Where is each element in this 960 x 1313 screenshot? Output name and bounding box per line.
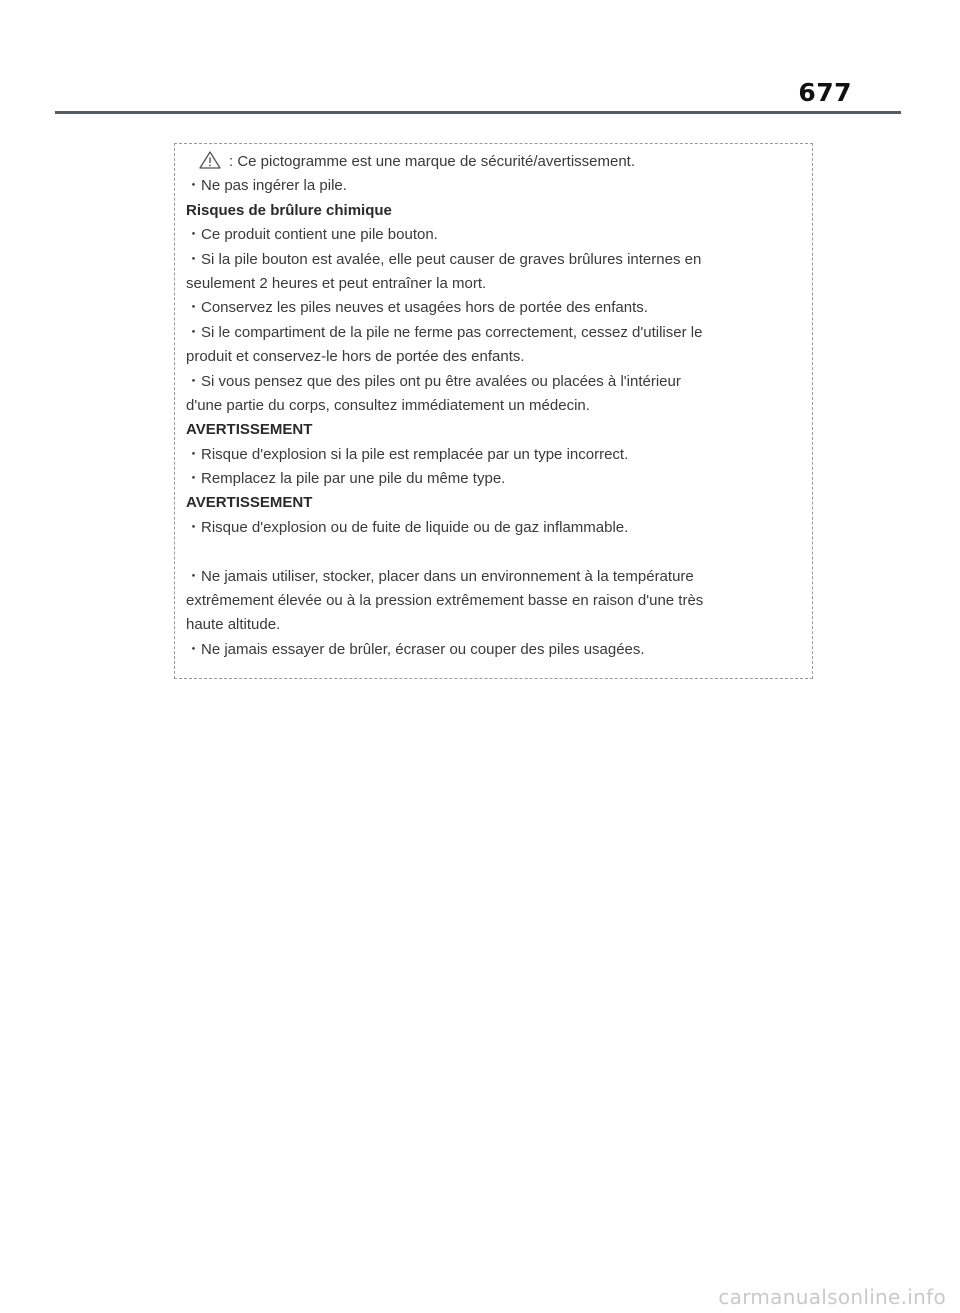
notice-line: ・Si le compartiment de la pile ne ferme pas correctement, cessez d'utiliser le <box>186 323 703 341</box>
notice-line: ・Risque d'explosion si la pile est remplacée par un type incorrect. <box>186 445 629 463</box>
notice-line: ・Ne pas ingérer la pile. <box>186 177 347 195</box>
heading-chemical-burn: Risques de brûlure chimique <box>186 201 392 219</box>
site-watermark: carmanualsonline.info <box>718 1285 946 1309</box>
notice-line: ・Ce produit contient une pile bouton. <box>186 226 438 244</box>
warning-symbol-line <box>186 150 812 174</box>
spacer <box>186 540 812 564</box>
notice-line: ・Conservez les piles neuves et usagées hors de portée des enfants. <box>186 299 648 317</box>
notice-line: seulement 2 heures et peut entraîner la mort. <box>186 274 487 292</box>
notice-line: ・Remplacez la pile par une pile du même type. <box>186 470 506 488</box>
notice-line: ・Si vous pensez que des piles ont pu être avalées ou placées à l'intérieur <box>186 372 681 390</box>
heading-warning: AVERTISSEMENT <box>186 421 313 439</box>
warning-triangle-icon <box>199 151 221 169</box>
battery-warning-notice <box>174 143 813 679</box>
notice-line: ・Ne jamais utiliser, stocker, placer dans un environnement à la température <box>186 567 694 585</box>
heading-warning: AVERTISSEMENT <box>186 494 313 512</box>
header-divider <box>55 111 901 114</box>
notice-line: ・Ne jamais essayer de brûler, écraser ou couper des piles usagées. <box>186 640 645 658</box>
warning-symbol-text: : Ce pictogramme est une marque de sécurité/avertissement. <box>229 153 636 170</box>
page-number: 677 <box>798 78 852 107</box>
notice-line: haute altitude. <box>186 616 281 634</box>
notice-line: ・Si la pile bouton est avalée, elle peut causer de graves brûlures internes en <box>186 250 702 268</box>
notice-line: produit et conservez-le hors de portée des enfants. <box>186 348 525 366</box>
notice-line: d'une partie du corps, consultez immédiatement un médecin. <box>186 396 590 414</box>
notice-line: extrêmement élevée ou à la pression extrêmement basse en raison d'une très <box>186 592 704 610</box>
notice-line: ・Risque d'explosion ou de fuite de liquide ou de gaz inflammable. <box>186 518 629 536</box>
